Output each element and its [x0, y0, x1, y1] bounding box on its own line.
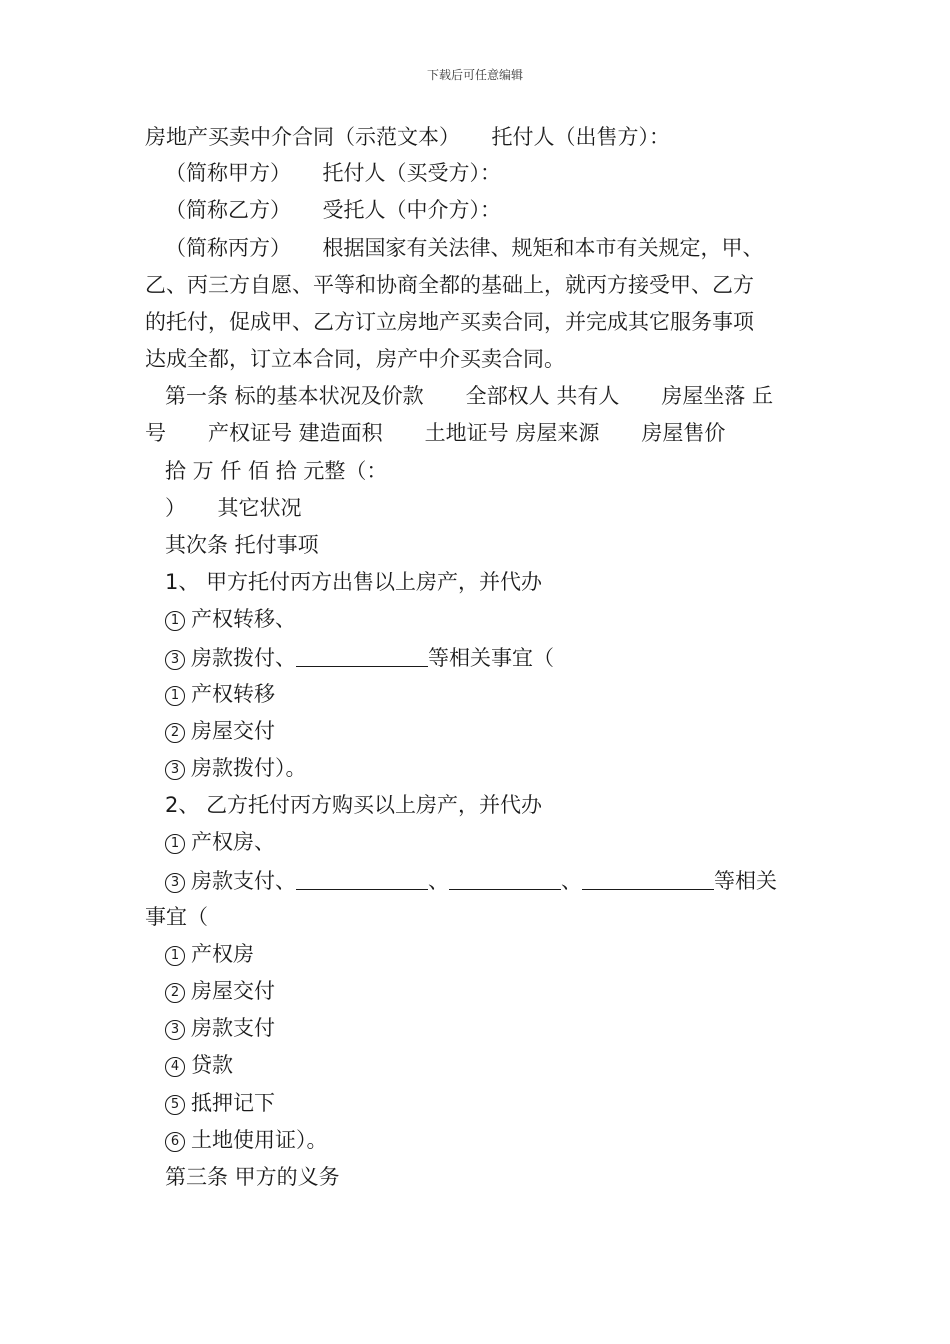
- circled-number-marker: 5: [165, 1095, 185, 1115]
- list-text: 房款拨付、: [191, 646, 296, 670]
- list-text: 、: [428, 869, 449, 893]
- paragraph-line: （简称乙方） 受托人（中介方）：: [165, 198, 501, 222]
- list-text: 房屋交付: [191, 979, 275, 1003]
- article-heading: 其次条 托付事项: [165, 533, 319, 557]
- page-header: 下载后可任意编辑: [426, 68, 523, 82]
- list-item: [165, 1052, 233, 1078]
- list-item: [165, 569, 542, 595]
- paragraph-line: （简称丙方） 根据国家有关法律、规矩和本市有关规定，甲、: [165, 236, 764, 260]
- circled-number-marker: 1: [165, 946, 185, 966]
- list-item: [165, 941, 254, 967]
- list-text: 、: [561, 869, 582, 893]
- list-item: [165, 867, 777, 893]
- circled-number-marker: 3: [165, 760, 185, 780]
- list-text: 乙方托付丙方购买以上房产，并代办: [206, 793, 543, 817]
- article-heading: 第三条 甲方的义务: [165, 1165, 340, 1189]
- fill-in-blank[interactable]: [449, 867, 561, 890]
- list-text: 抵押记下: [191, 1091, 275, 1115]
- circled-number-marker: 3: [165, 650, 185, 670]
- list-item: [165, 755, 307, 781]
- paragraph-line: （简称甲方） 托付人（买受方）：: [165, 161, 501, 185]
- list-item: [165, 644, 554, 670]
- list-text: 房屋交付: [191, 719, 275, 743]
- paragraph-line: 乙、丙三方自愿、平等和协商全都的基础上，就丙方接受甲、乙方: [145, 273, 754, 297]
- list-text: 等相关: [714, 869, 777, 893]
- circled-number-marker: 4: [165, 1057, 185, 1077]
- circled-number-marker: 3: [165, 1020, 185, 1040]
- list-text: 产权房: [191, 942, 254, 966]
- list-text: 产权房、: [191, 830, 275, 854]
- doc-title-line: 房地产买卖中介合同（示范文本） 托付人（出售方）：: [145, 125, 670, 149]
- circled-number-marker: 2: [165, 983, 185, 1003]
- list-item: [165, 829, 275, 855]
- list-text: 产权转移: [191, 682, 275, 706]
- list-item: [165, 792, 542, 818]
- list-text: 房款支付、: [191, 869, 296, 893]
- list-text: 房款拨付）。: [191, 756, 307, 780]
- list-item: [165, 1015, 275, 1041]
- circled-number-marker: 6: [165, 1132, 185, 1152]
- fill-in-blank[interactable]: [296, 644, 428, 667]
- paragraph-line: 的托付，促成甲、乙方订立房地产买卖合同，并完成其它服务事项: [145, 310, 754, 334]
- list-text: 等相关事宜（: [428, 646, 554, 670]
- list-text: 土地使用证）。: [191, 1128, 328, 1152]
- fill-in-blank[interactable]: [296, 867, 428, 890]
- list-item: [165, 718, 275, 744]
- list-number: 2、: [165, 793, 200, 817]
- paragraph-line: 达成全都，订立本合同，房产中介买卖合同。: [145, 347, 565, 371]
- paragraph-line: 拾 万 仟 佰 拾 元整（：: [165, 459, 388, 483]
- paragraph-line: 事宜（: [145, 905, 208, 929]
- list-item: [165, 681, 275, 707]
- list-number: 1、: [165, 570, 200, 594]
- circled-number-marker: 3: [165, 873, 185, 893]
- circled-number-marker: 1: [165, 834, 185, 854]
- list-text: 房款支付: [191, 1016, 275, 1040]
- list-item: [165, 606, 296, 632]
- list-item: [165, 978, 275, 1004]
- circled-number-marker: 2: [165, 723, 185, 743]
- circled-number-marker: 1: [165, 686, 185, 706]
- paragraph-line: 号 产权证号 建造面积 土地证号 房屋来源 房屋售价: [145, 421, 726, 445]
- article-heading: 第一条 标的基本状况及价款 全部权人 共有人 房屋坐落 丘: [165, 384, 774, 408]
- list-text: 甲方托付丙方出售以上房产，并代办: [206, 570, 543, 594]
- list-item: [165, 1090, 275, 1116]
- paragraph-line: ） 其它状况: [165, 496, 302, 520]
- circled-number-marker: 1: [165, 611, 185, 631]
- list-text: 产权转移、: [191, 607, 296, 631]
- list-item: [165, 1127, 328, 1153]
- fill-in-blank[interactable]: [582, 867, 714, 890]
- list-text: 贷款: [191, 1053, 233, 1077]
